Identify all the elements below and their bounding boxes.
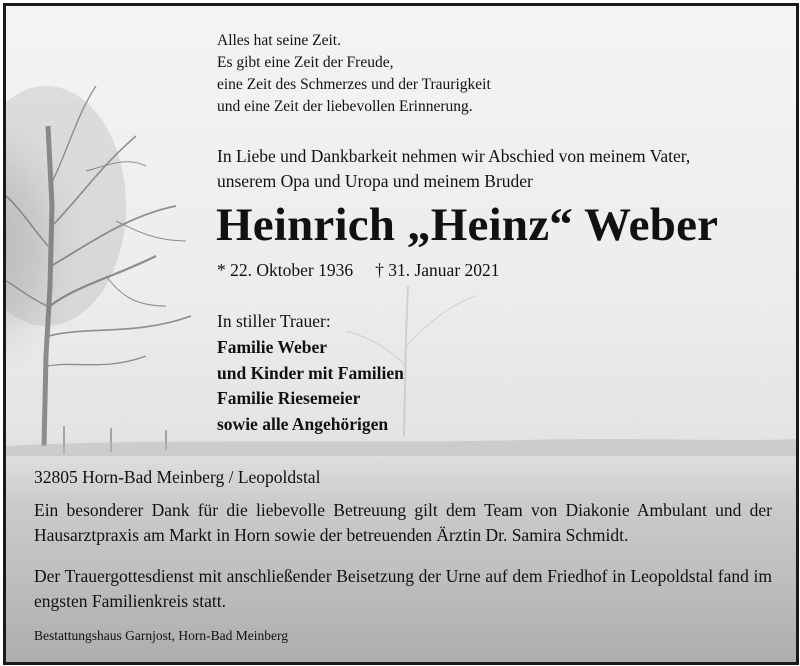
poem-line: Es gibt eine Zeit der Freude, <box>217 54 394 71</box>
mourning-label: In stiller Trauer: <box>217 311 331 331</box>
farewell-intro <box>217 144 690 194</box>
mourner-entry: und Kinder mit Familien <box>217 362 404 383</box>
deceased-name: Heinrich „Heinz“ Weber <box>216 199 719 251</box>
poem-line: Alles hat seine Zeit. <box>217 32 341 49</box>
funeral-home-credit: Bestattungshaus Garnjost, Horn-Bad Meinberg <box>34 628 288 643</box>
birth-date: * 22. Oktober 1936 <box>217 260 354 280</box>
mourner-entry: Familie Weber <box>217 337 327 357</box>
service-paragraph: Der Trauergottesdienst mit anschließender Beisetzung der Urne auf dem Friedhof in Leopoldstal fand im engsten Familienkreis statt. <box>34 566 772 611</box>
poem-line: eine Zeit des Schmerzes und der Traurigkeit <box>217 76 491 93</box>
poem <box>217 30 491 118</box>
intro-line: In Liebe und Dankbarkeit nehmen wir Abschied von meinem Vater, <box>217 146 691 166</box>
thanks-paragraph: Ein besonderer Dank für die liebevolle Betreuung gilt dem Team von Diakonie Ambulant und der Hausarztpraxis am Markt in Horn sowie der betreuenden Ärztin Dr. Samira Schmidt. <box>34 500 772 545</box>
intro-line: unserem Opa und Uropa und meinem Bruder <box>217 171 533 191</box>
place-address: 32805 Horn-Bad Meinberg / Leopoldstal <box>34 467 321 487</box>
obituary-card <box>3 3 799 665</box>
mourner-entry: sowie alle Angehörigen <box>217 413 389 434</box>
death-date: † 31. Januar 2021 <box>375 260 500 280</box>
mourners-list <box>217 335 404 437</box>
mourner-entry: Familie Riesemeier <box>217 388 361 408</box>
poem-line: und eine Zeit der liebevollen Erinnerung. <box>217 98 473 115</box>
life-dates <box>217 260 500 281</box>
